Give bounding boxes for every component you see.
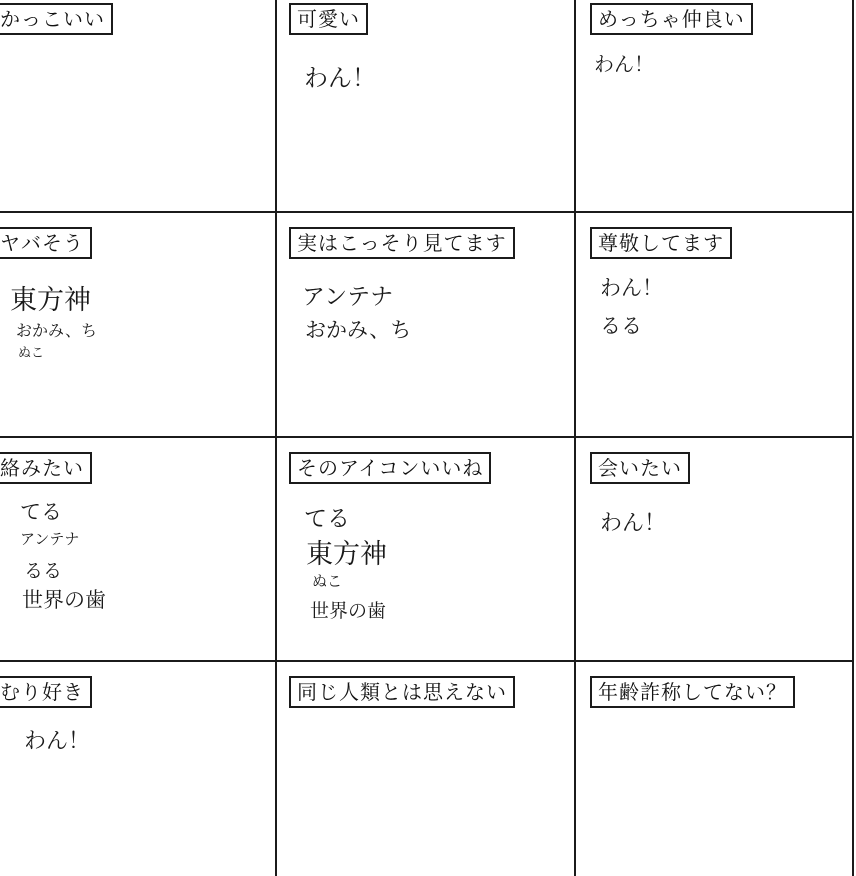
cell-label: そのアイコンいいね [289,452,491,484]
handwritten-name: てる [304,506,350,532]
cell-label: かっこいい [0,3,113,35]
handwritten-name: ぬこ [18,346,45,361]
handwritten-name: アンテナ [20,530,80,548]
grid-line-horizontal [0,436,853,438]
handwritten-name: わん！ [600,511,667,536]
cell-label: めっちゃ仲良い [590,3,753,35]
handwritten-name: 東方神 [10,285,91,316]
grid-line-horizontal [0,660,853,662]
grid-line-vertical [275,0,277,876]
cell-label: ヤバそう [0,227,92,259]
handwritten-name: てる [20,500,62,524]
handwritten-name: わん！ [304,64,376,92]
handwritten-name: アンテナ [302,284,394,310]
handwritten-name: るる [600,314,642,338]
handwritten-name: 世界の歯 [22,588,106,612]
grid-line-vertical [852,0,854,876]
handwritten-name: 東方神 [306,539,387,570]
cell-label: 尊敬してます [590,227,732,259]
cell-label: 会いたい [590,452,690,484]
cell-label: 実はこっそり見てます [289,227,515,259]
handwritten-name: わん！ [594,52,654,76]
cell-label: 同じ人類とは思えない [289,676,515,708]
cell-label: 絡みたい [0,452,92,484]
handwritten-name: おかみ、ち [305,318,412,342]
handwritten-name: ぬこ [312,572,343,590]
cell-label: むり好き [0,676,92,708]
cell-label: 年齢詐称してない？ [590,676,795,708]
handwritten-name: おかみ、ち [16,321,97,340]
handwritten-name: るる [24,560,63,582]
grid-line-vertical [574,0,576,876]
handwritten-name: 世界の歯 [310,600,387,622]
handwritten-name: わん！ [600,276,663,300]
handwritten-name: わん！ [24,729,91,754]
grid-line-horizontal [0,211,853,213]
cell-label: 可愛い [289,3,368,35]
